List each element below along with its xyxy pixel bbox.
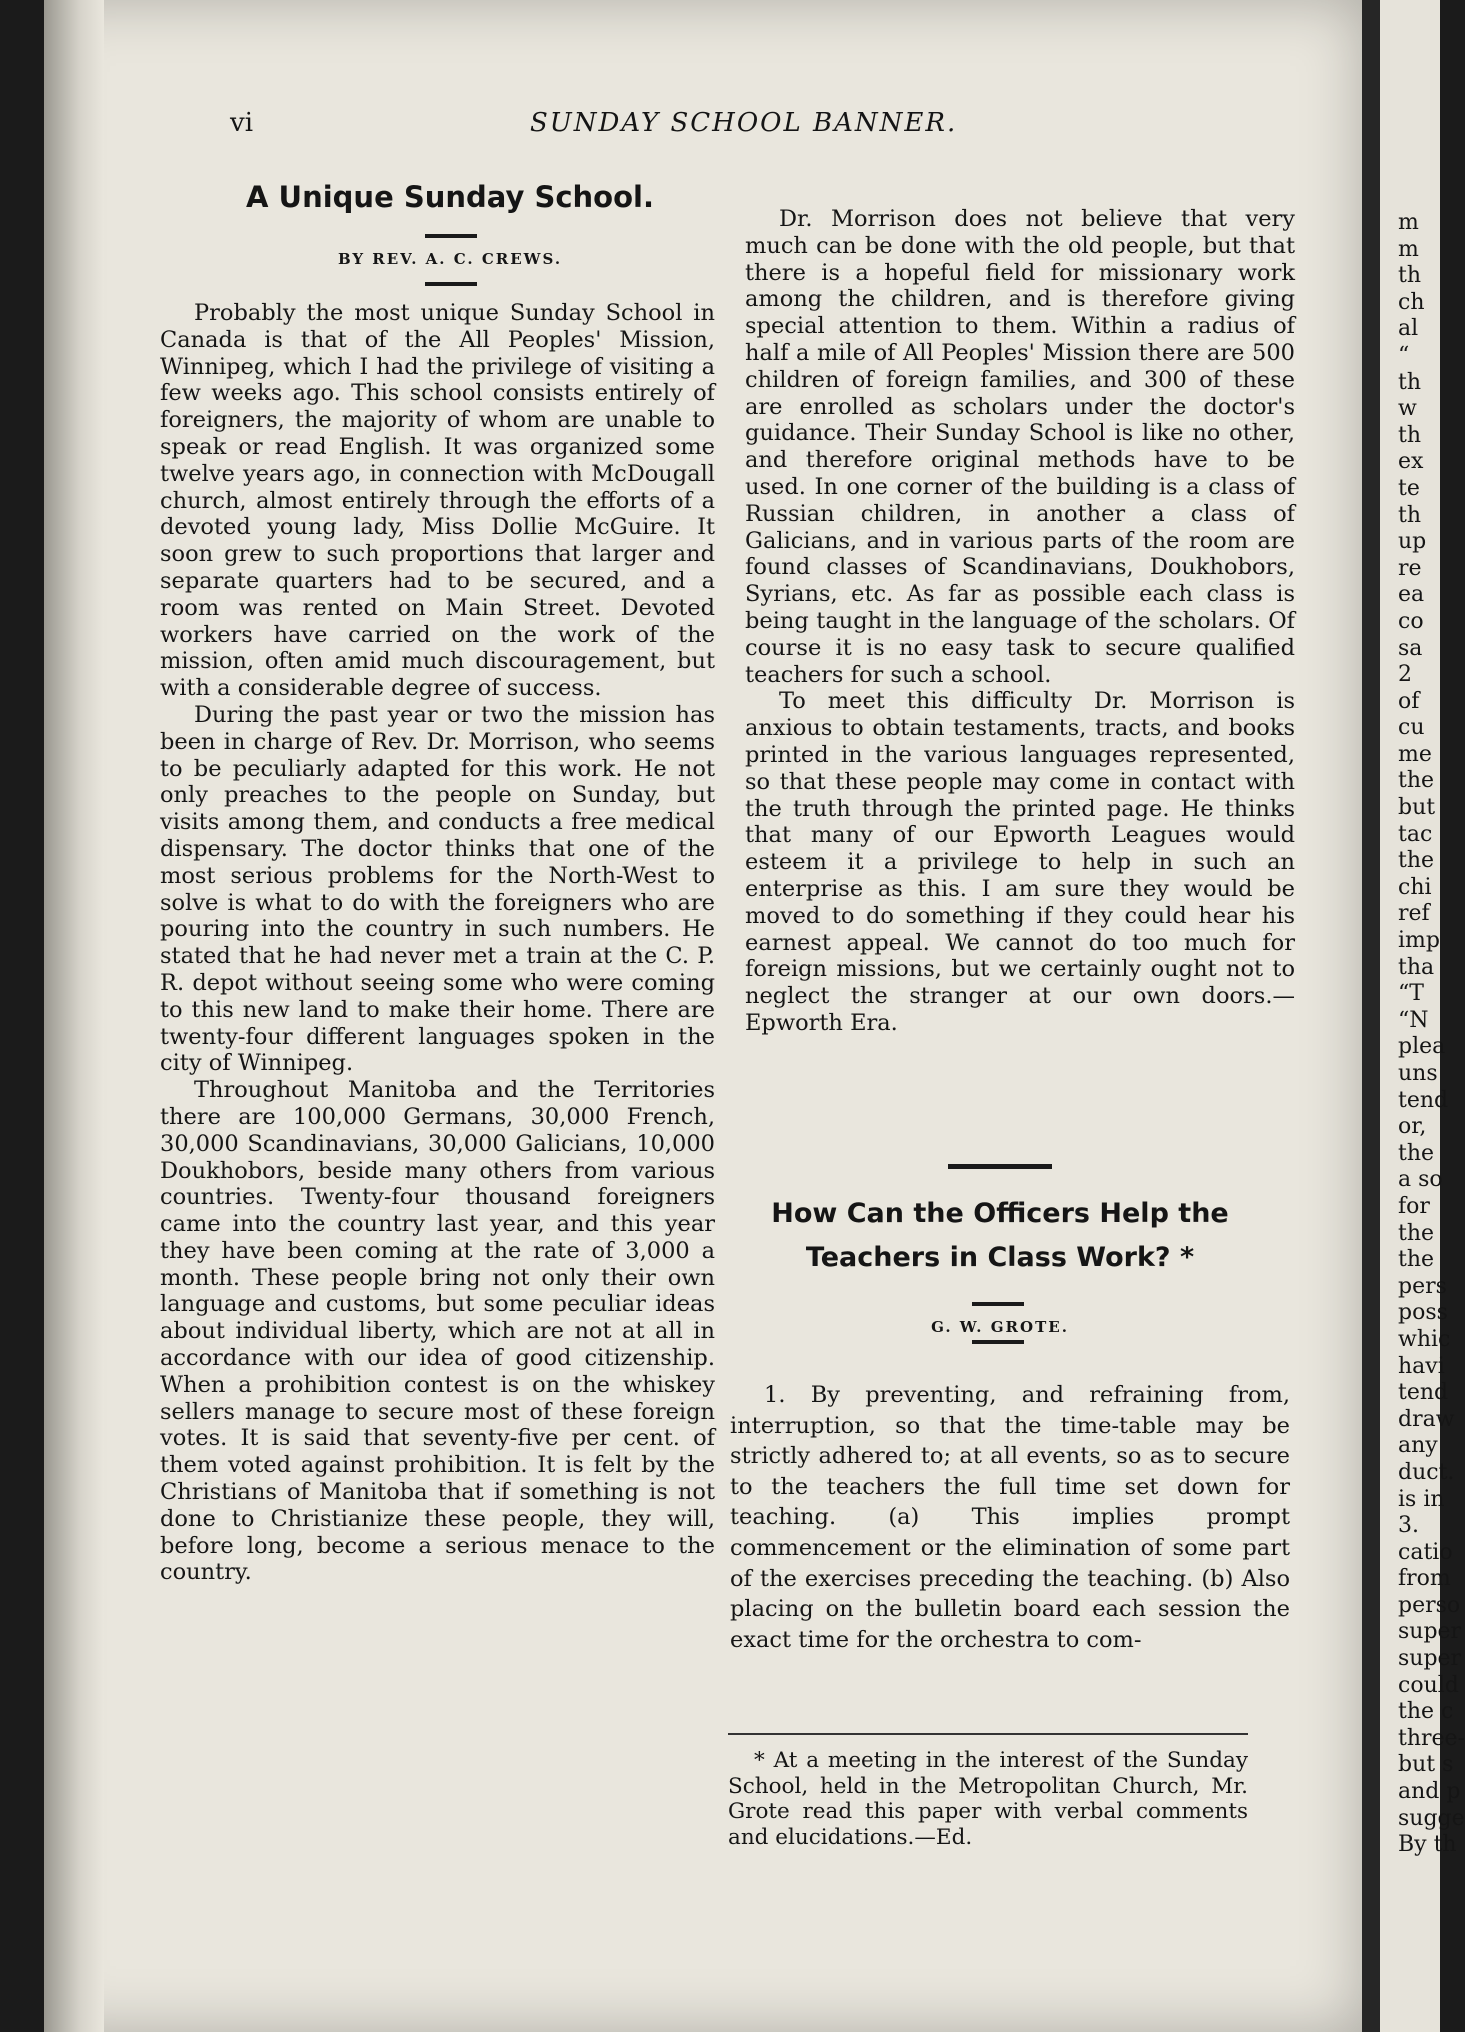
next-page-fragment: but [1398,795,1436,821]
section-divider [948,1164,1052,1169]
next-page-fragment: “T [1398,981,1424,1007]
page-gutter [1362,0,1380,2032]
next-page-fragment: draw [1398,1406,1455,1432]
paragraph: Throughout Manitoba and the Territories there are 100,000 Germans, 30,000 French, 30,000 Scandinavians, 30,000 Galicians, 10,000 Doukhobors, beside many others from various countries. Twenty-four thousand foreigners came into the country last year, and this year they have been coming at the rate of 3,000 a month. These people bring not only their own language and customs, but some peculiar ideas about individual liberty, which are not at all in accordance with our idea of good citizenship. When a prohibition contest is on the whiskey sellers manage to secure most of these foreign votes. It is said that seventy-five per cent. of them voted against prohibition. It is felt by the Christians of Manitoba that if something is not done to Christianize these people, they will, before long, become a serious menace to the country. [160,1077,715,1586]
next-page-fragment: three- [1398,1725,1465,1751]
paragraph: Probably the most unique Sunday School in Canada is that of the All Peoples' Mission, Winnipeg, which I had the privilege of visiting a few weeks ago. This school consists entirely of foreigners, the majority of whom are unable to speak or read English. It was organized some twelve years ago, in connection with McDougall church, almost entirely through the efforts of a devoted young lady, Miss Dollie McGuire. It soon grew to such proportions that larger and separate quarters had to be secured, and a room was rented on Main Street. Devoted workers have carried on the work of the mission, often amid much discouragement, but with a considerable degree of success. [160,300,715,702]
next-page-fragment: m [1398,210,1419,235]
byline-rule [425,282,477,286]
next-page-fragment: me [1398,741,1432,767]
next-page-fragment: “N [1398,1007,1429,1033]
footnote [728,1748,1248,1850]
paragraph: 1. By preventing, and refraining from, interruption, so that the time-table may be strictly adhered to; at all events, so as to secure to the teachers the full time set down for teaching. (a) This implies prompt commencement or the elimination of some part of the exercises preceding the teaching. (b) Also placing on the bulletin board each session the exact time for the orchestra to com- [730,1382,1290,1653]
next-page-fragment: and p [1398,1779,1461,1805]
next-page-fragment: or, [1398,1114,1427,1140]
next-page-fragment: poss [1398,1300,1448,1326]
article1-title: A Unique Sunday School. [246,180,654,214]
next-page-fragment: “ [1398,342,1410,368]
next-page-fragment: 2 [1398,662,1412,688]
title-rule [425,234,477,238]
next-page-fragment: th [1398,502,1422,528]
next-page-fragment: super [1398,1619,1462,1645]
page-number: vi [230,108,254,138]
next-page-fragment: from [1398,1566,1451,1592]
next-page-fragment: the [1398,1247,1435,1273]
next-page-edge [1380,0,1465,2032]
next-page-fragment: th [1398,263,1422,289]
next-page-fragment: for [1398,1193,1430,1219]
byline-rule [972,1340,1024,1344]
running-title: SUNDAY SCHOOL BANNER. [530,108,958,138]
next-page-fragment: super [1398,1646,1462,1672]
next-page-fragment: of [1398,688,1420,714]
next-page-fragment: up [1398,529,1427,555]
next-page-fragment: plea [1398,1034,1446,1060]
next-page-fragment: m [1398,236,1419,262]
next-page-fragment: the c [1398,1699,1454,1725]
next-page-fragment: imp [1398,928,1440,954]
next-page-fragments [1398,210,1465,1859]
article2-title-line: Teachers in Class Work? * [805,1242,1195,1273]
paragraph: During the past year or two the mission has been in charge of Rev. Dr. Morrison, who seems to be peculiarly adapted for this work. He not only preaches to the people on Sunday, but visits among them, and conducts a free medical dispensary. The doctor thinks that one of the most serious problems for the North-West to solve is what to do with the foreigners who are pouring into the country in such numbers. He stated that he had never met a train at the C. P. R. depot without seeing some who were coming to this new land to make their home. There are twenty-four different languages spoken in the city of Winnipeg. [160,701,715,1077]
next-page-fragment: cu [1398,715,1425,741]
article2-title [730,1192,1270,1280]
next-page-fragment: tac [1398,821,1433,847]
next-page-fragment: chi [1398,874,1432,900]
article1-column-2 [745,206,1295,1037]
next-page-fragment: re [1398,555,1422,581]
article1-byline: BY REV. A. C. CREWS. [337,250,563,268]
footnote-rule [728,1733,1248,1735]
next-page-fragment: w [1398,396,1417,422]
next-page-fragment: is in [1398,1486,1445,1512]
next-page-fragment: perso [1398,1592,1461,1618]
next-page-fragment: ch [1398,289,1425,315]
next-page-fragment: the [1398,848,1435,874]
article2-body [730,1380,1290,1655]
next-page-fragment: the [1398,768,1435,794]
title-rule [972,1302,1024,1306]
article2-title-line: How Can the Officers Help the [771,1198,1229,1229]
next-page-fragment: By th [1398,1832,1457,1858]
next-page-fragment: the [1398,1140,1435,1166]
next-page-fragment: tha [1398,954,1435,980]
next-page-fragment: uns [1398,1061,1438,1086]
article1-column-1 [160,300,715,1586]
next-page-fragment: tend [1398,1087,1449,1113]
next-page-fragment: but s [1398,1752,1454,1778]
next-page-fragment: duct. [1398,1459,1455,1485]
next-page-fragment: 3. [1398,1513,1419,1539]
next-page-fragment: th [1398,369,1422,395]
next-page-fragment: any [1398,1433,1438,1459]
next-page-fragment: te [1398,475,1420,501]
page-header [230,108,1330,148]
paragraph: To meet this difficulty Dr. Morrison is anxious to obtain testaments, tracts, and books printed in the various languages represented, so that these people may come in contact with the truth through the printed page. He thinks that many of our Epworth Leagues would esteem it a privilege to help in such an enterprise as this. I am sure they would be moved to do something if they could hear his earnest appeal. We cannot do too much for foreign missions, but we certainly ought not to neglect the stranger at our own doors.—Epworth Era. [745,688,1295,1036]
next-page-fragment: could [1398,1672,1459,1698]
next-page-fragment: co [1398,608,1424,634]
next-page-fragment: th [1398,422,1422,448]
next-page-fragment: havi [1398,1353,1445,1379]
next-page-fragment: the [1398,1220,1435,1246]
article2-byline: G. W. GROTE. [931,1318,1069,1336]
next-page-fragment: tend [1398,1380,1449,1406]
footnote-text: * At a meeting in the interest of the Sunday School, held in the Metropolitan Church, Mr. Grote read this paper with verbal comments and elucidations.—Ed. [728,1748,1248,1850]
next-page-fragment: ea [1398,582,1425,608]
page-spine-shadow [44,0,104,2032]
next-page-fragment: whic [1398,1326,1451,1352]
next-page-fragment: al [1398,316,1419,342]
next-page-fragment: sugge [1398,1805,1465,1831]
next-page-fragment: pers [1398,1273,1447,1299]
next-page-fragment: a so [1398,1167,1443,1193]
next-page-fragment: ex [1398,449,1424,475]
next-page-fragment: sa [1398,635,1423,661]
paragraph: Dr. Morrison does not believe that very much can be done with the old people, but that there is a hopeful field for missionary work among the children, and is therefore giving special attention to them. Within a radius of half a mile of All Peoples' Mission there are 500 children of foreign families, and 300 of these are enrolled as scholars under the doctor's guidance. Their Sunday School is like no other, and therefore original methods have to be used. In one corner of the building is a class of Russian children, in another a class of Galicians, and in various parts of the room are found classes of Scandinavians, Doukhobors, Syrians, etc. As far as possible each class is being taught in the language of the scholars. Of course it is no easy task to secure qualified teachers for such a school. [745,206,1295,688]
next-page-fragment: ref [1398,901,1430,927]
next-page-fragment: catio [1398,1539,1453,1565]
